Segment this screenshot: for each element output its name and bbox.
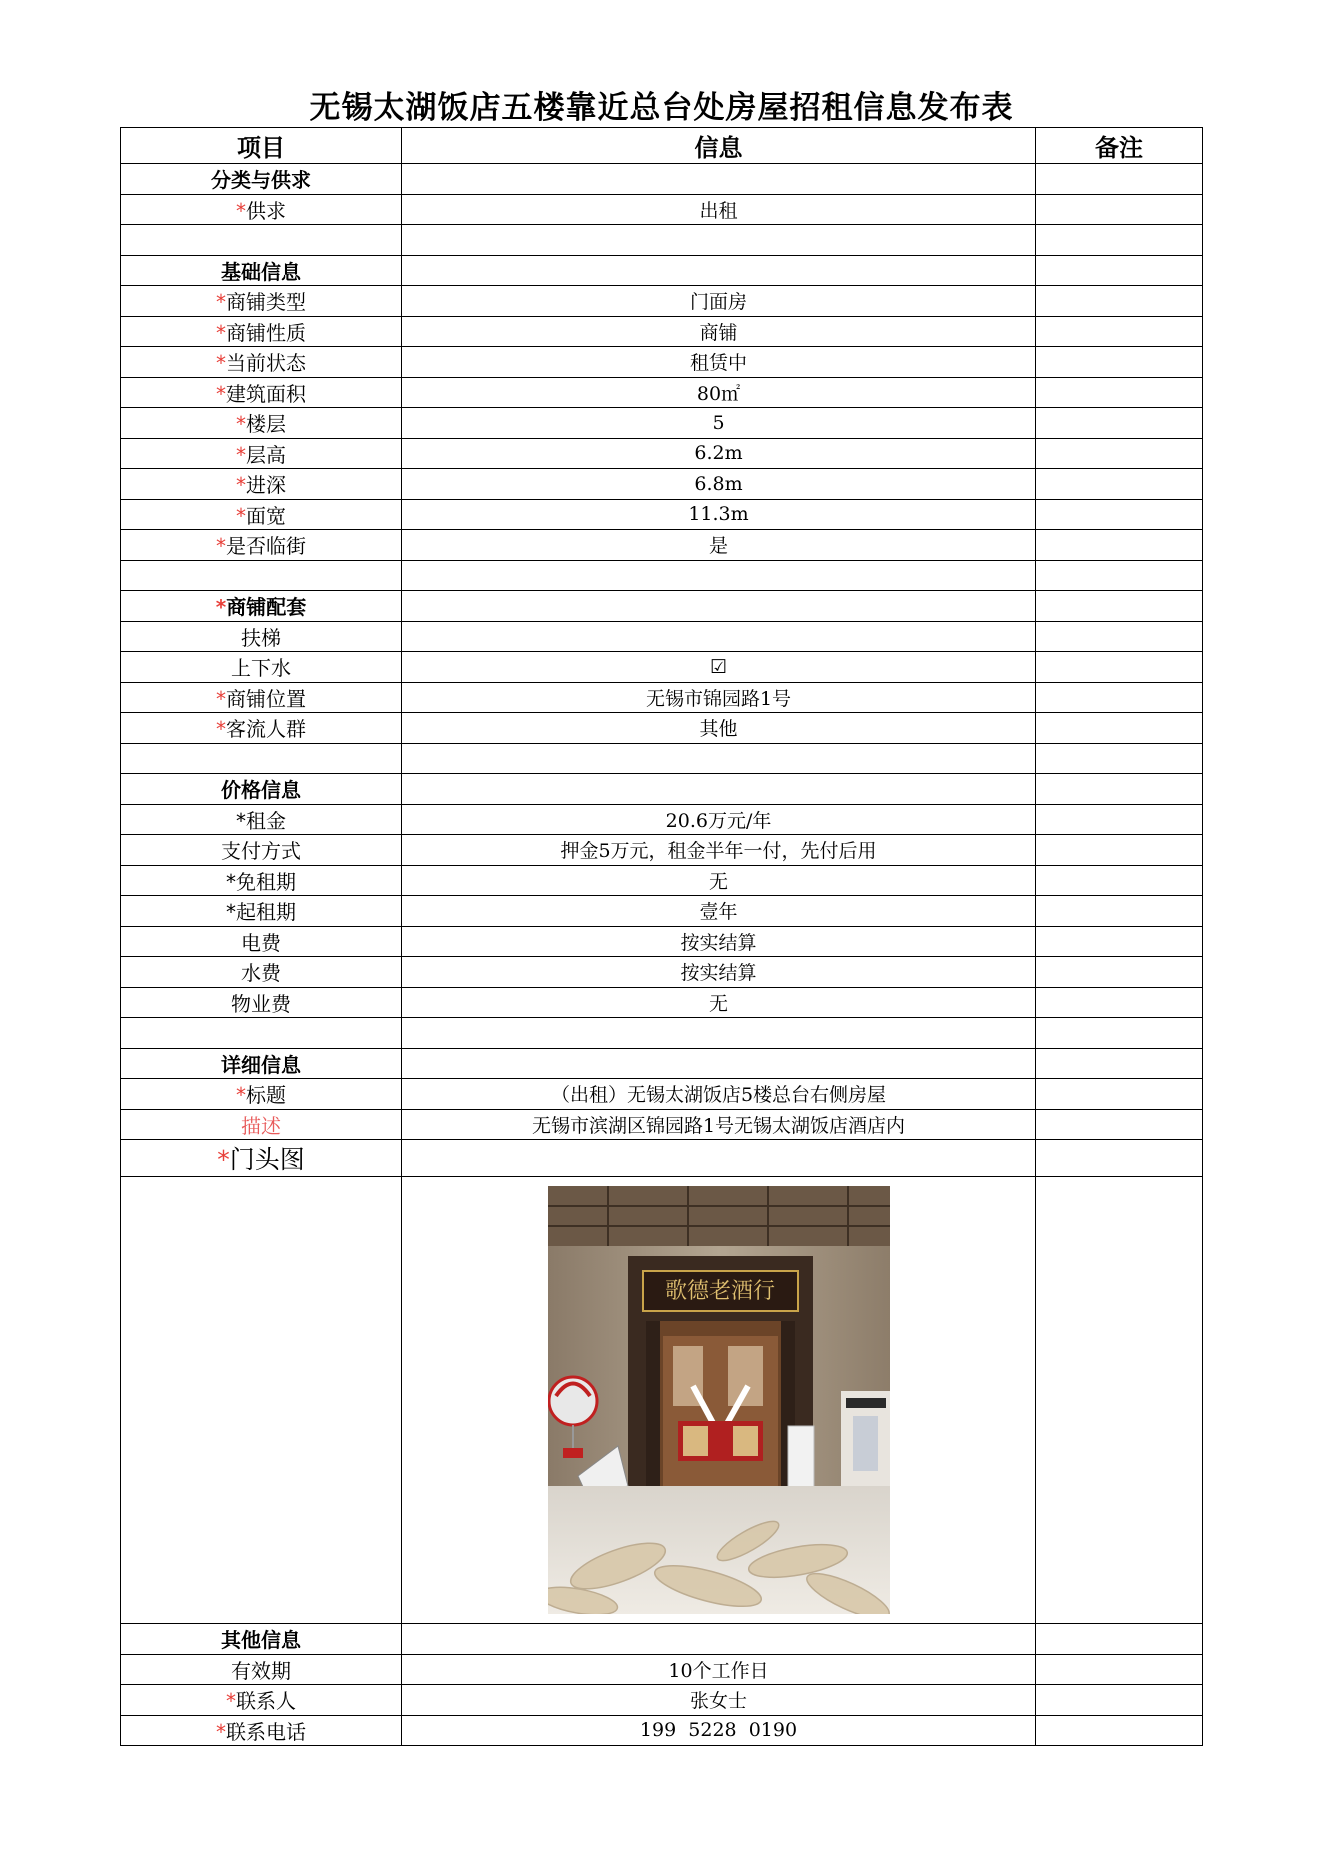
remark-cell: [1036, 1624, 1203, 1655]
row-label: 描述: [121, 1109, 402, 1140]
row-value: 押金5万元，租金半年一付，先付后用: [402, 835, 1036, 866]
row-label-text: 商铺位置: [226, 686, 306, 711]
section-label: 价格信息: [121, 774, 402, 805]
empty-row: [121, 1018, 1203, 1049]
row-label: [121, 377, 402, 408]
required-star: *: [236, 442, 246, 467]
remark-cell: [1036, 926, 1203, 957]
remark-cell: [1036, 347, 1203, 378]
value-cell: [402, 774, 1036, 805]
header-remarks: 备注: [1036, 128, 1203, 164]
remark-cell: [1036, 987, 1203, 1018]
required-star: *: [236, 412, 246, 437]
required-star: *: [226, 1689, 236, 1714]
section-details: [121, 1048, 1203, 1079]
row-value: 租赁中: [402, 347, 1036, 378]
label-cell: [121, 1177, 402, 1624]
row-label: [121, 347, 402, 378]
table-row: [121, 713, 1203, 744]
remark-cell: [1036, 286, 1203, 317]
row-label-text: 供求: [246, 198, 286, 223]
section-price: [121, 774, 1203, 805]
section-basic: [121, 255, 1203, 286]
row-value: 出租: [402, 194, 1036, 225]
remark-cell: [1036, 1177, 1203, 1624]
label-cell: [121, 225, 402, 256]
required-star: *: [216, 717, 226, 742]
row-value: 壹年: [402, 896, 1036, 927]
remark-cell: [1036, 255, 1203, 286]
label-cell: [121, 560, 402, 591]
row-label: *免租期: [121, 865, 402, 896]
empty-row: [121, 225, 1203, 256]
row-label: [121, 316, 402, 347]
value-cell: [402, 1018, 1036, 1049]
table-row: [121, 804, 1203, 835]
row-label: 有效期: [121, 1654, 402, 1685]
remark-cell: [1036, 591, 1203, 622]
row-label-text: 商铺性质: [226, 320, 306, 345]
table-row: [121, 865, 1203, 896]
section-label: 基础信息: [121, 255, 402, 286]
remark-cell: [1036, 957, 1203, 988]
row-value: 10个工作日: [402, 1654, 1036, 1685]
required-star: *: [217, 1145, 230, 1174]
row-label: [121, 1140, 402, 1177]
remark-cell: [1036, 774, 1203, 805]
value-cell: [402, 225, 1036, 256]
storefront-image-row: [121, 1177, 1203, 1624]
row-label: [121, 1079, 402, 1110]
table-row: [121, 286, 1203, 317]
required-star: *: [216, 534, 226, 559]
section-label: 分类与供求: [121, 164, 402, 195]
required-star: *: [216, 686, 226, 711]
row-value: 无锡市滨湖区锦园路1号无锡太湖饭店酒店内: [402, 1109, 1036, 1140]
value-cell: [402, 255, 1036, 286]
remark-cell: [1036, 804, 1203, 835]
table-row: [121, 408, 1203, 439]
remark-cell: [1036, 1140, 1203, 1177]
row-label: 水费: [121, 957, 402, 988]
remark-cell: [1036, 1048, 1203, 1079]
row-value: 80㎡: [402, 377, 1036, 408]
table-row: [121, 469, 1203, 500]
row-label: *租金: [121, 804, 402, 835]
header-info: 信息: [402, 128, 1036, 164]
remark-cell: [1036, 621, 1203, 652]
required-star: *: [216, 381, 226, 406]
remark-cell: [1036, 713, 1203, 744]
table-row: [121, 1685, 1203, 1716]
remark-cell: [1036, 499, 1203, 530]
empty-row: [121, 560, 1203, 591]
remark-cell: [1036, 835, 1203, 866]
table-row: [121, 530, 1203, 561]
table-row: [121, 316, 1203, 347]
remark-cell: [1036, 530, 1203, 561]
value-cell: [402, 1140, 1036, 1177]
row-label-text: 楼层: [246, 412, 286, 437]
label-cell: [121, 743, 402, 774]
remark-cell: [1036, 682, 1203, 713]
listing-table: [120, 127, 1203, 1746]
row-label: [121, 286, 402, 317]
row-label-text: 是否临街: [226, 534, 306, 559]
table-row: [121, 194, 1203, 225]
row-value: [402, 621, 1036, 652]
row-value: （出租）无锡太湖饭店5楼总台右侧房屋: [402, 1079, 1036, 1110]
row-value: 11.3m: [402, 499, 1036, 530]
row-label: [121, 408, 402, 439]
table-row: [121, 1109, 1203, 1140]
required-star: *: [216, 351, 226, 376]
row-value: 6.2m: [402, 438, 1036, 469]
remark-cell: [1036, 1109, 1203, 1140]
section-facilities: [121, 591, 1203, 622]
remark-cell: [1036, 560, 1203, 591]
section-label-text: 商铺配套: [226, 595, 307, 620]
row-label: [121, 499, 402, 530]
label-cell: [121, 1018, 402, 1049]
row-value: 按实结算: [402, 957, 1036, 988]
required-star: *: [236, 1083, 246, 1108]
row-label-text: 建筑面积: [226, 381, 306, 406]
row-label: [121, 1715, 402, 1746]
section-label: 详细信息: [121, 1048, 402, 1079]
remark-cell: [1036, 1018, 1203, 1049]
remark-cell: [1036, 438, 1203, 469]
section-other: [121, 1624, 1203, 1655]
sign-text: 歌德老酒行: [664, 1279, 775, 1304]
row-label: [121, 1685, 402, 1716]
row-label: [121, 530, 402, 561]
row-label-text: 标题: [246, 1083, 286, 1108]
row-label: 电费: [121, 926, 402, 957]
required-star: *: [215, 595, 227, 620]
required-star: *: [216, 290, 226, 315]
row-label-text: 面宽: [246, 503, 286, 528]
value-cell: [402, 1624, 1036, 1655]
table-row: [121, 957, 1203, 988]
value-cell: [402, 1048, 1036, 1079]
table-row: [121, 682, 1203, 713]
table-header-row: [121, 128, 1203, 164]
value-cell: [402, 164, 1036, 195]
value-cell: [402, 560, 1036, 591]
row-value: 无: [402, 987, 1036, 1018]
remark-cell: [1036, 194, 1203, 225]
row-label-text: 当前状态: [226, 351, 306, 376]
remark-cell: [1036, 1685, 1203, 1716]
table-row: [121, 835, 1203, 866]
required-star: *: [216, 1719, 226, 1744]
remark-cell: [1036, 1715, 1203, 1746]
remark-cell: [1036, 743, 1203, 774]
row-value: 其他: [402, 713, 1036, 744]
remark-cell: [1036, 316, 1203, 347]
row-label-text: 客流人群: [226, 717, 306, 742]
section-category: [121, 164, 1203, 195]
row-label: 物业费: [121, 987, 402, 1018]
value-cell: [402, 743, 1036, 774]
table-row: [121, 377, 1203, 408]
table-row: [121, 926, 1203, 957]
remark-cell: [1036, 652, 1203, 683]
row-label-text: 联系电话: [226, 1719, 306, 1744]
row-label-text: 联系人: [236, 1689, 296, 1714]
row-value: 张女士: [402, 1685, 1036, 1716]
page-title: 无锡太湖饭店五楼靠近总台处房屋招租信息发布表: [309, 90, 1014, 126]
value-cell: [402, 591, 1036, 622]
table-row: [121, 621, 1203, 652]
table-row: [121, 987, 1203, 1018]
row-label-text: 层高: [246, 442, 286, 467]
section-label: 其他信息: [121, 1624, 402, 1655]
row-value: 5: [402, 408, 1036, 439]
row-label: [121, 682, 402, 713]
table-row: [121, 347, 1203, 378]
row-label: 上下水: [121, 652, 402, 683]
table-row: [121, 1715, 1203, 1746]
required-star: *: [236, 198, 246, 223]
row-value: 199 5228 0190: [402, 1715, 1036, 1746]
storefront-image-cell: [402, 1177, 1036, 1624]
row-value: 是: [402, 530, 1036, 561]
header-item: 项目: [121, 128, 402, 164]
required-star: *: [236, 473, 246, 498]
row-label-text: 商铺类型: [226, 290, 306, 315]
remark-cell: [1036, 1079, 1203, 1110]
empty-row: [121, 743, 1203, 774]
table-row: [121, 499, 1203, 530]
remark-cell: [1036, 225, 1203, 256]
row-label: 扶梯: [121, 621, 402, 652]
remark-cell: [1036, 164, 1203, 195]
row-value: 按实结算: [402, 926, 1036, 957]
row-value: 6.8m: [402, 469, 1036, 500]
row-value: 无锡市锦园路1号: [402, 682, 1036, 713]
row-value: 商铺: [402, 316, 1036, 347]
remark-cell: [1036, 865, 1203, 896]
row-value: 门面房: [402, 286, 1036, 317]
remark-cell: [1036, 408, 1203, 439]
table-row: [121, 438, 1203, 469]
table-row: [121, 896, 1203, 927]
row-label: *起租期: [121, 896, 402, 927]
required-star: *: [236, 503, 246, 528]
table-row: [121, 652, 1203, 683]
storefront-photo: [548, 1186, 890, 1614]
required-star: *: [216, 320, 226, 345]
row-label-text: 进深: [246, 473, 286, 498]
row-value: 20.6万元/年: [402, 804, 1036, 835]
remark-cell: [1036, 1654, 1203, 1685]
row-label: 支付方式: [121, 835, 402, 866]
table-row: [121, 1140, 1203, 1177]
row-label: [121, 194, 402, 225]
row-value: 无: [402, 865, 1036, 896]
checkbox-checked-icon[interactable]: ☑: [402, 652, 1036, 683]
row-label: [121, 469, 402, 500]
table-row: [121, 1654, 1203, 1685]
row-label-text: 门头图: [229, 1145, 305, 1174]
row-label: [121, 438, 402, 469]
remark-cell: [1036, 469, 1203, 500]
row-label: [121, 713, 402, 744]
table-row: [121, 1079, 1203, 1110]
remark-cell: [1036, 896, 1203, 927]
section-label: [121, 591, 402, 622]
remark-cell: [1036, 377, 1203, 408]
